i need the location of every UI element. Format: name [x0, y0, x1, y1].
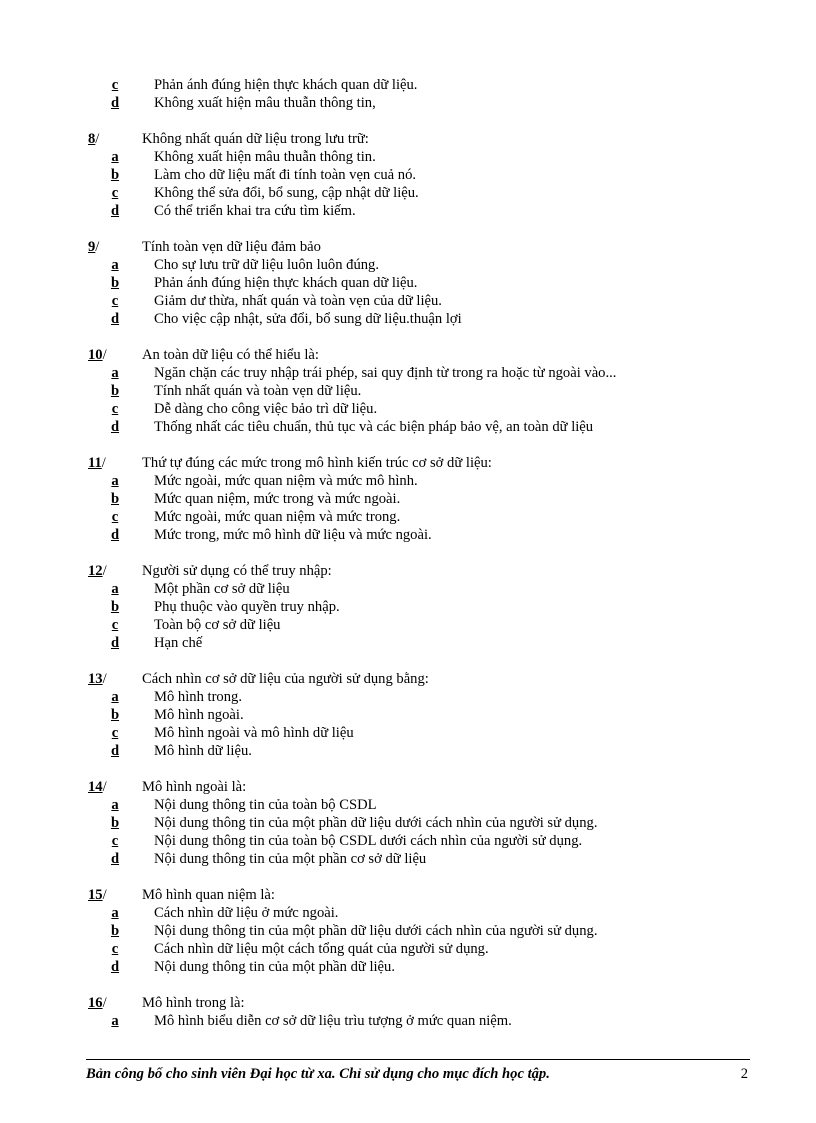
- option-text: Ngăn chặn các truy nhập trái phép, sai quy định từ trong ra hoặc từ ngoài vào...: [154, 365, 617, 381]
- question-block: [88, 994, 768, 1030]
- option-text: Mô hình ngoài.: [154, 707, 244, 723]
- option-letter: b: [110, 491, 120, 507]
- answer-option: [88, 292, 768, 310]
- answer-option: [88, 580, 768, 598]
- option-letter: a: [111, 797, 119, 813]
- question-stem: Cách nhìn cơ sở dữ liệu của người sử dụng bằng:: [142, 671, 429, 687]
- option-text: Nội dung thông tin của một phần dữ liệu dưới cách nhìn của người sử dụng.: [154, 815, 598, 831]
- answer-option: [88, 400, 768, 418]
- answer-option: [88, 274, 768, 292]
- option-text: Mô hình dữ liệu.: [154, 743, 252, 759]
- question-number: 8/: [88, 131, 100, 147]
- answer-option: [88, 922, 768, 940]
- question-stem: An toàn dữ liệu có thể hiểu là:: [142, 347, 319, 363]
- answer-option: [88, 148, 768, 166]
- answer-option: [88, 850, 768, 868]
- answer-option: [88, 364, 768, 382]
- question-number: 16/: [88, 995, 107, 1011]
- option-text: Mô hình biểu diễn cơ sở dữ liệu trìu tượng ở mức quan niệm.: [154, 1013, 512, 1029]
- question-stem: Không nhất quán dữ liệu trong lưu trữ:: [142, 131, 369, 147]
- option-letter: a: [111, 365, 119, 381]
- option-letter: d: [110, 635, 120, 651]
- question-number-value: 10: [88, 347, 103, 363]
- question-stem: Tính toàn vẹn dữ liệu đảm bảo: [142, 239, 321, 255]
- option-text: Làm cho dữ liệu mất đi tính toàn vẹn cuả nó.: [154, 167, 417, 183]
- option-text: Cho việc cập nhật, sửa đổi, bổ sung dữ liệu.thuận lợi: [154, 311, 462, 327]
- option-text: Phụ thuộc vào quyền truy nhập.: [154, 599, 340, 615]
- option-letter: d: [110, 527, 120, 543]
- question-block: [88, 454, 768, 544]
- option-letter: a: [111, 1013, 119, 1029]
- option-text: Dễ dàng cho công việc bảo trì dữ liệu.: [154, 401, 378, 417]
- option-letter: d: [110, 419, 120, 435]
- question-stem: Mô hình trong là:: [142, 995, 245, 1011]
- question-stem-line: [88, 778, 768, 796]
- answer-option: [88, 472, 768, 490]
- answer-option: [88, 526, 768, 544]
- question-number-value: 15: [88, 887, 103, 903]
- option-text: Toàn bộ cơ sở dữ liệu: [154, 617, 281, 633]
- answer-option: [88, 508, 768, 526]
- option-letter: c: [111, 401, 119, 417]
- question-number-value: 9: [88, 239, 96, 255]
- option-letter: b: [110, 923, 120, 939]
- answer-option: [88, 1012, 768, 1030]
- question-block: [88, 778, 768, 868]
- question-block: [88, 130, 768, 220]
- question-number-value: 12: [88, 563, 103, 579]
- page-number: 2: [740, 1066, 748, 1082]
- option-letter: c: [111, 509, 119, 525]
- question-number: 11/: [88, 455, 106, 471]
- option-letter: a: [111, 581, 119, 597]
- answer-option: [88, 688, 768, 706]
- answer-option: [88, 418, 768, 436]
- answer-option: [88, 958, 768, 976]
- answer-option: [88, 382, 768, 400]
- question-number-value: 13: [88, 671, 103, 687]
- option-text: Cho sự lưu trữ dữ liệu luôn luôn đúng.: [154, 257, 380, 273]
- answer-option: [88, 94, 768, 112]
- answer-option: [88, 706, 768, 724]
- answer-option: [88, 634, 768, 652]
- answer-option: [88, 166, 768, 184]
- option-letter: d: [110, 95, 120, 111]
- option-letter: b: [110, 275, 120, 291]
- option-letter: d: [110, 311, 120, 327]
- option-text: Hạn chế: [154, 635, 203, 651]
- option-text: Mô hình ngoài và mô hình dữ liệu: [154, 725, 354, 741]
- question-stem-line: [88, 454, 768, 472]
- question-stem-line: [88, 994, 768, 1012]
- option-text: Nội dung thông tin của một phần cơ sở dữ liệu: [154, 851, 427, 867]
- answer-option: [88, 598, 768, 616]
- option-text: Nội dung thông tin của toàn bộ CSDL dưới cách nhìn của người sử dụng.: [154, 833, 583, 849]
- question-number-value: 11: [88, 455, 102, 471]
- answer-option: [88, 742, 768, 760]
- option-letter: a: [111, 257, 119, 273]
- option-text: Phản ánh đúng hiện thực khách quan dữ liệu.: [154, 77, 418, 93]
- option-letter: d: [110, 203, 120, 219]
- answer-option: [88, 76, 768, 94]
- answer-option: [88, 796, 768, 814]
- question-list: [88, 76, 768, 1048]
- option-letter: a: [111, 473, 119, 489]
- question-block: [88, 670, 768, 760]
- option-letter: d: [110, 743, 120, 759]
- option-letter: d: [110, 959, 120, 975]
- option-letter: a: [111, 689, 119, 705]
- question-block: [88, 76, 768, 112]
- option-text: Thống nhất các tiêu chuẩn, thủ tục và các biện pháp bảo vệ, an toàn dữ liệu: [154, 419, 594, 435]
- question-block: [88, 238, 768, 328]
- option-text: Không thể sửa đổi, bổ sung, cập nhật dữ liệu.: [154, 185, 419, 201]
- answer-option: [88, 832, 768, 850]
- question-number-value: 16: [88, 995, 103, 1011]
- option-letter: c: [111, 941, 119, 957]
- option-text: Một phần cơ sở dữ liệu: [154, 581, 290, 597]
- option-letter: d: [110, 851, 120, 867]
- option-letter: b: [110, 707, 120, 723]
- option-letter: b: [110, 599, 120, 615]
- option-text: Tính nhất quán và toàn vẹn dữ liệu.: [154, 383, 362, 399]
- page-footer: [86, 1059, 750, 1083]
- option-letter: c: [111, 725, 119, 741]
- question-number: 13/: [88, 671, 107, 687]
- option-text: Phản ánh đúng hiện thực khách quan dữ liệu.: [154, 275, 418, 291]
- option-letter: c: [111, 833, 119, 849]
- question-number: 14/: [88, 779, 107, 795]
- question-number: 15/: [88, 887, 107, 903]
- option-text: Mức trong, mức mô hình dữ liệu và mức ngoài.: [154, 527, 432, 543]
- answer-option: [88, 310, 768, 328]
- option-letter: a: [111, 149, 119, 165]
- option-letter: b: [110, 815, 120, 831]
- option-text: Cách nhìn dữ liệu một cách tổng quát của người sử dụng.: [154, 941, 489, 957]
- question-number-value: 8: [88, 131, 96, 147]
- option-text: Nội dung thông tin của toàn bộ CSDL: [154, 797, 377, 813]
- footer-note: Bản công bố cho sinh viên Đại học từ xa. Chỉ sử dụng cho mục đích học tập.: [86, 1066, 550, 1082]
- answer-option: [88, 490, 768, 508]
- answer-option: [88, 184, 768, 202]
- option-text: Không xuất hiện mâu thuẫn thông tin.: [154, 149, 376, 165]
- answer-option: [88, 202, 768, 220]
- option-letter: b: [110, 383, 120, 399]
- answer-option: [88, 724, 768, 742]
- question-number: 10/: [88, 347, 107, 363]
- option-letter: c: [111, 77, 119, 93]
- question-stem-line: [88, 346, 768, 364]
- option-text: Mức ngoài, mức quan niệm và mức trong.: [154, 509, 401, 525]
- question-block: [88, 886, 768, 976]
- option-letter: c: [111, 185, 119, 201]
- option-text: Giảm dư thừa, nhất quán và toàn vẹn của dữ liệu.: [154, 293, 442, 309]
- option-text: Mức ngoài, mức quan niệm và mức mô hình.: [154, 473, 418, 489]
- question-number-value: 14: [88, 779, 103, 795]
- question-stem-line: [88, 238, 768, 256]
- answer-option: [88, 814, 768, 832]
- question-number: 9/: [88, 239, 100, 255]
- answer-option: [88, 616, 768, 634]
- question-stem: Người sử dụng có thể truy nhập:: [142, 563, 332, 579]
- option-text: Cách nhìn dữ liệu ở mức ngoài.: [154, 905, 339, 921]
- question-stem-line: [88, 562, 768, 580]
- option-text: Mô hình trong.: [154, 689, 242, 705]
- question-block: [88, 346, 768, 436]
- option-letter: c: [111, 293, 119, 309]
- option-text: Có thể triển khai tra cứu tìm kiếm.: [154, 203, 356, 219]
- option-letter: c: [111, 617, 119, 633]
- option-text: Mức quan niệm, mức trong và mức ngoài.: [154, 491, 401, 507]
- answer-option: [88, 256, 768, 274]
- option-letter: b: [110, 167, 120, 183]
- answer-option: [88, 904, 768, 922]
- question-stem-line: [88, 886, 768, 904]
- question-stem-line: [88, 130, 768, 148]
- question-stem: Mô hình ngoài là:: [142, 779, 247, 795]
- question-stem: Mô hình quan niệm là:: [142, 887, 275, 903]
- option-text: Không xuất hiện mâu thuẫn thông tin,: [154, 95, 376, 111]
- option-text: Nội dung thông tin của một phần dữ liệu.: [154, 959, 395, 975]
- question-block: [88, 562, 768, 652]
- answer-option: [88, 940, 768, 958]
- question-stem-line: [88, 670, 768, 688]
- question-number: 12/: [88, 563, 107, 579]
- option-letter: a: [111, 905, 119, 921]
- option-text: Nội dung thông tin của một phần dữ liệu dưới cách nhìn của người sử dụng.: [154, 923, 598, 939]
- question-stem: Thứ tự đúng các mức trong mô hình kiến trúc cơ sở dữ liệu:: [142, 455, 492, 471]
